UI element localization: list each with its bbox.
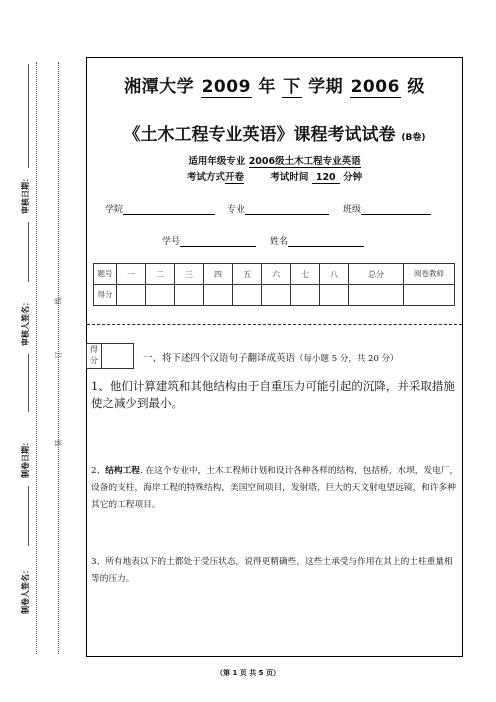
- name-field: [270, 234, 364, 247]
- cut-separator-line: [87, 324, 462, 325]
- reviewer-sign-label: 审核人签名：: [21, 298, 30, 346]
- maker-date-label: 制卷日期：: [21, 438, 30, 478]
- major-label: 专业: [227, 205, 246, 215]
- page-number-footer: （第 1 页 共 5 页）: [216, 669, 280, 677]
- score-col-3: 三: [175, 264, 204, 285]
- score-cell[interactable]: [117, 285, 146, 306]
- score-col-2: 二: [146, 264, 175, 285]
- score-cell[interactable]: [146, 285, 175, 306]
- section1-title-text: 一、将下述四个汉语句子翻译成英语: [143, 353, 296, 364]
- section1-score-box: [86, 343, 134, 369]
- binding-margin: [0, 0, 90, 702]
- school-label: 学院: [105, 205, 124, 215]
- student-id-field: [162, 234, 256, 247]
- score-col-7: 七: [291, 264, 320, 285]
- major-blank[interactable]: [245, 204, 329, 215]
- score-col-grader: 阅卷教师: [404, 264, 455, 285]
- reviewer-sign-line: [28, 222, 29, 282]
- question-2-keyword: 结构工程: [105, 466, 140, 476]
- score-cell[interactable]: [404, 285, 455, 306]
- question-1: 1、他们计算建筑和其他结构由于自重压力可能引起的沉降，并采取措施使之减少到最小。: [91, 379, 455, 410]
- exam-title-line1: [87, 72, 462, 97]
- question-2-number: 2、: [91, 466, 106, 476]
- name-label: 姓名: [270, 237, 289, 247]
- score-cell[interactable]: [233, 285, 262, 306]
- score-cell[interactable]: [291, 285, 320, 306]
- reviewer-date-line: [28, 64, 29, 168]
- score-cell[interactable]: [262, 285, 291, 306]
- score-table-header-row: [94, 264, 455, 285]
- major-field: [227, 202, 329, 215]
- title-grade-suffix: 级: [407, 77, 425, 97]
- maker-date-line: [28, 354, 29, 412]
- exam-time-value: 120: [312, 172, 340, 184]
- maker-sign-line: [28, 486, 29, 546]
- score-col-8: 八: [320, 264, 349, 285]
- class-blank[interactable]: [361, 204, 431, 215]
- question-3: 3、所有地表以下的土都处于受压状态，说得更精确些，这些土承受与作用在其上的土柱重量相等的压力。: [91, 557, 453, 584]
- reviewer-date-label: 审核日期：: [21, 174, 30, 214]
- section1-score-label: 得分: [87, 344, 102, 368]
- binding-char-ding: 订: [54, 351, 63, 359]
- score-table-score-row: [94, 285, 455, 306]
- grade-major-row: [87, 153, 462, 167]
- exam-mode-label: 考试方式: [186, 172, 225, 183]
- class-label: 班级: [343, 205, 362, 215]
- section1-points-note: （每小题 5 分，共 20 分）: [295, 354, 399, 364]
- university-name: 湘潭大学: [124, 77, 195, 97]
- score-cell[interactable]: [320, 285, 349, 306]
- exam-grade: 2006: [350, 77, 400, 97]
- exam-paper-frame: [86, 57, 463, 657]
- score-col-label: 题号: [94, 264, 117, 285]
- course-title: 《土木工程专业英语》课程考试试卷: [123, 125, 396, 145]
- score-col-5: 五: [233, 264, 262, 285]
- score-row-label: 得分: [94, 285, 117, 306]
- exam-year: 2009: [201, 77, 251, 97]
- binding-dotted-line-outer: [36, 62, 37, 654]
- exam-term: 下: [283, 77, 301, 97]
- grade-major-label: 适用年级专业: [188, 156, 246, 167]
- question-2: [91, 463, 459, 514]
- score-col-6: 六: [262, 264, 291, 285]
- score-cell[interactable]: [349, 285, 404, 306]
- question-2-text: . 在这个专业中，土木工程师计划和设计各种各样的结构，包括桥，水坝，发电厂，设备的支柱，海岸工程的特殊结构，美国空间项目，发射塔，巨大的天文射电望远镜，和许多种其它的工程项目。: [91, 466, 459, 510]
- school-blank[interactable]: [123, 204, 215, 215]
- exam-title-line2: [87, 120, 462, 145]
- title-year-suffix: 年: [258, 77, 276, 97]
- score-col-1: 一: [117, 264, 146, 285]
- score-col-4: 四: [204, 264, 233, 285]
- binding-char-zhuang: 装: [54, 439, 63, 447]
- name-blank[interactable]: [288, 236, 364, 247]
- score-col-total: 总分: [349, 264, 404, 285]
- binding-char-xian: 线: [54, 297, 63, 305]
- student-id-label: 学号: [162, 237, 181, 247]
- school-field: [105, 202, 215, 215]
- class-field: [343, 202, 431, 215]
- score-table: [93, 263, 455, 306]
- score-cell[interactable]: [175, 285, 204, 306]
- exam-mode-row: [87, 169, 462, 184]
- section1-title: [143, 350, 399, 364]
- title-term-suffix: 学期: [308, 77, 344, 97]
- grade-major-value: 2006级土木工程专业英语: [248, 156, 361, 167]
- exam-time-unit: 分钟: [343, 172, 363, 183]
- student-id-blank[interactable]: [180, 236, 256, 247]
- maker-sign-label: 制卷人签名：: [21, 566, 30, 614]
- score-cell[interactable]: [204, 285, 233, 306]
- paper-version: (B卷): [401, 133, 426, 143]
- exam-time-label: 考试时间: [270, 172, 309, 183]
- exam-mode-value: 开卷: [224, 172, 244, 183]
